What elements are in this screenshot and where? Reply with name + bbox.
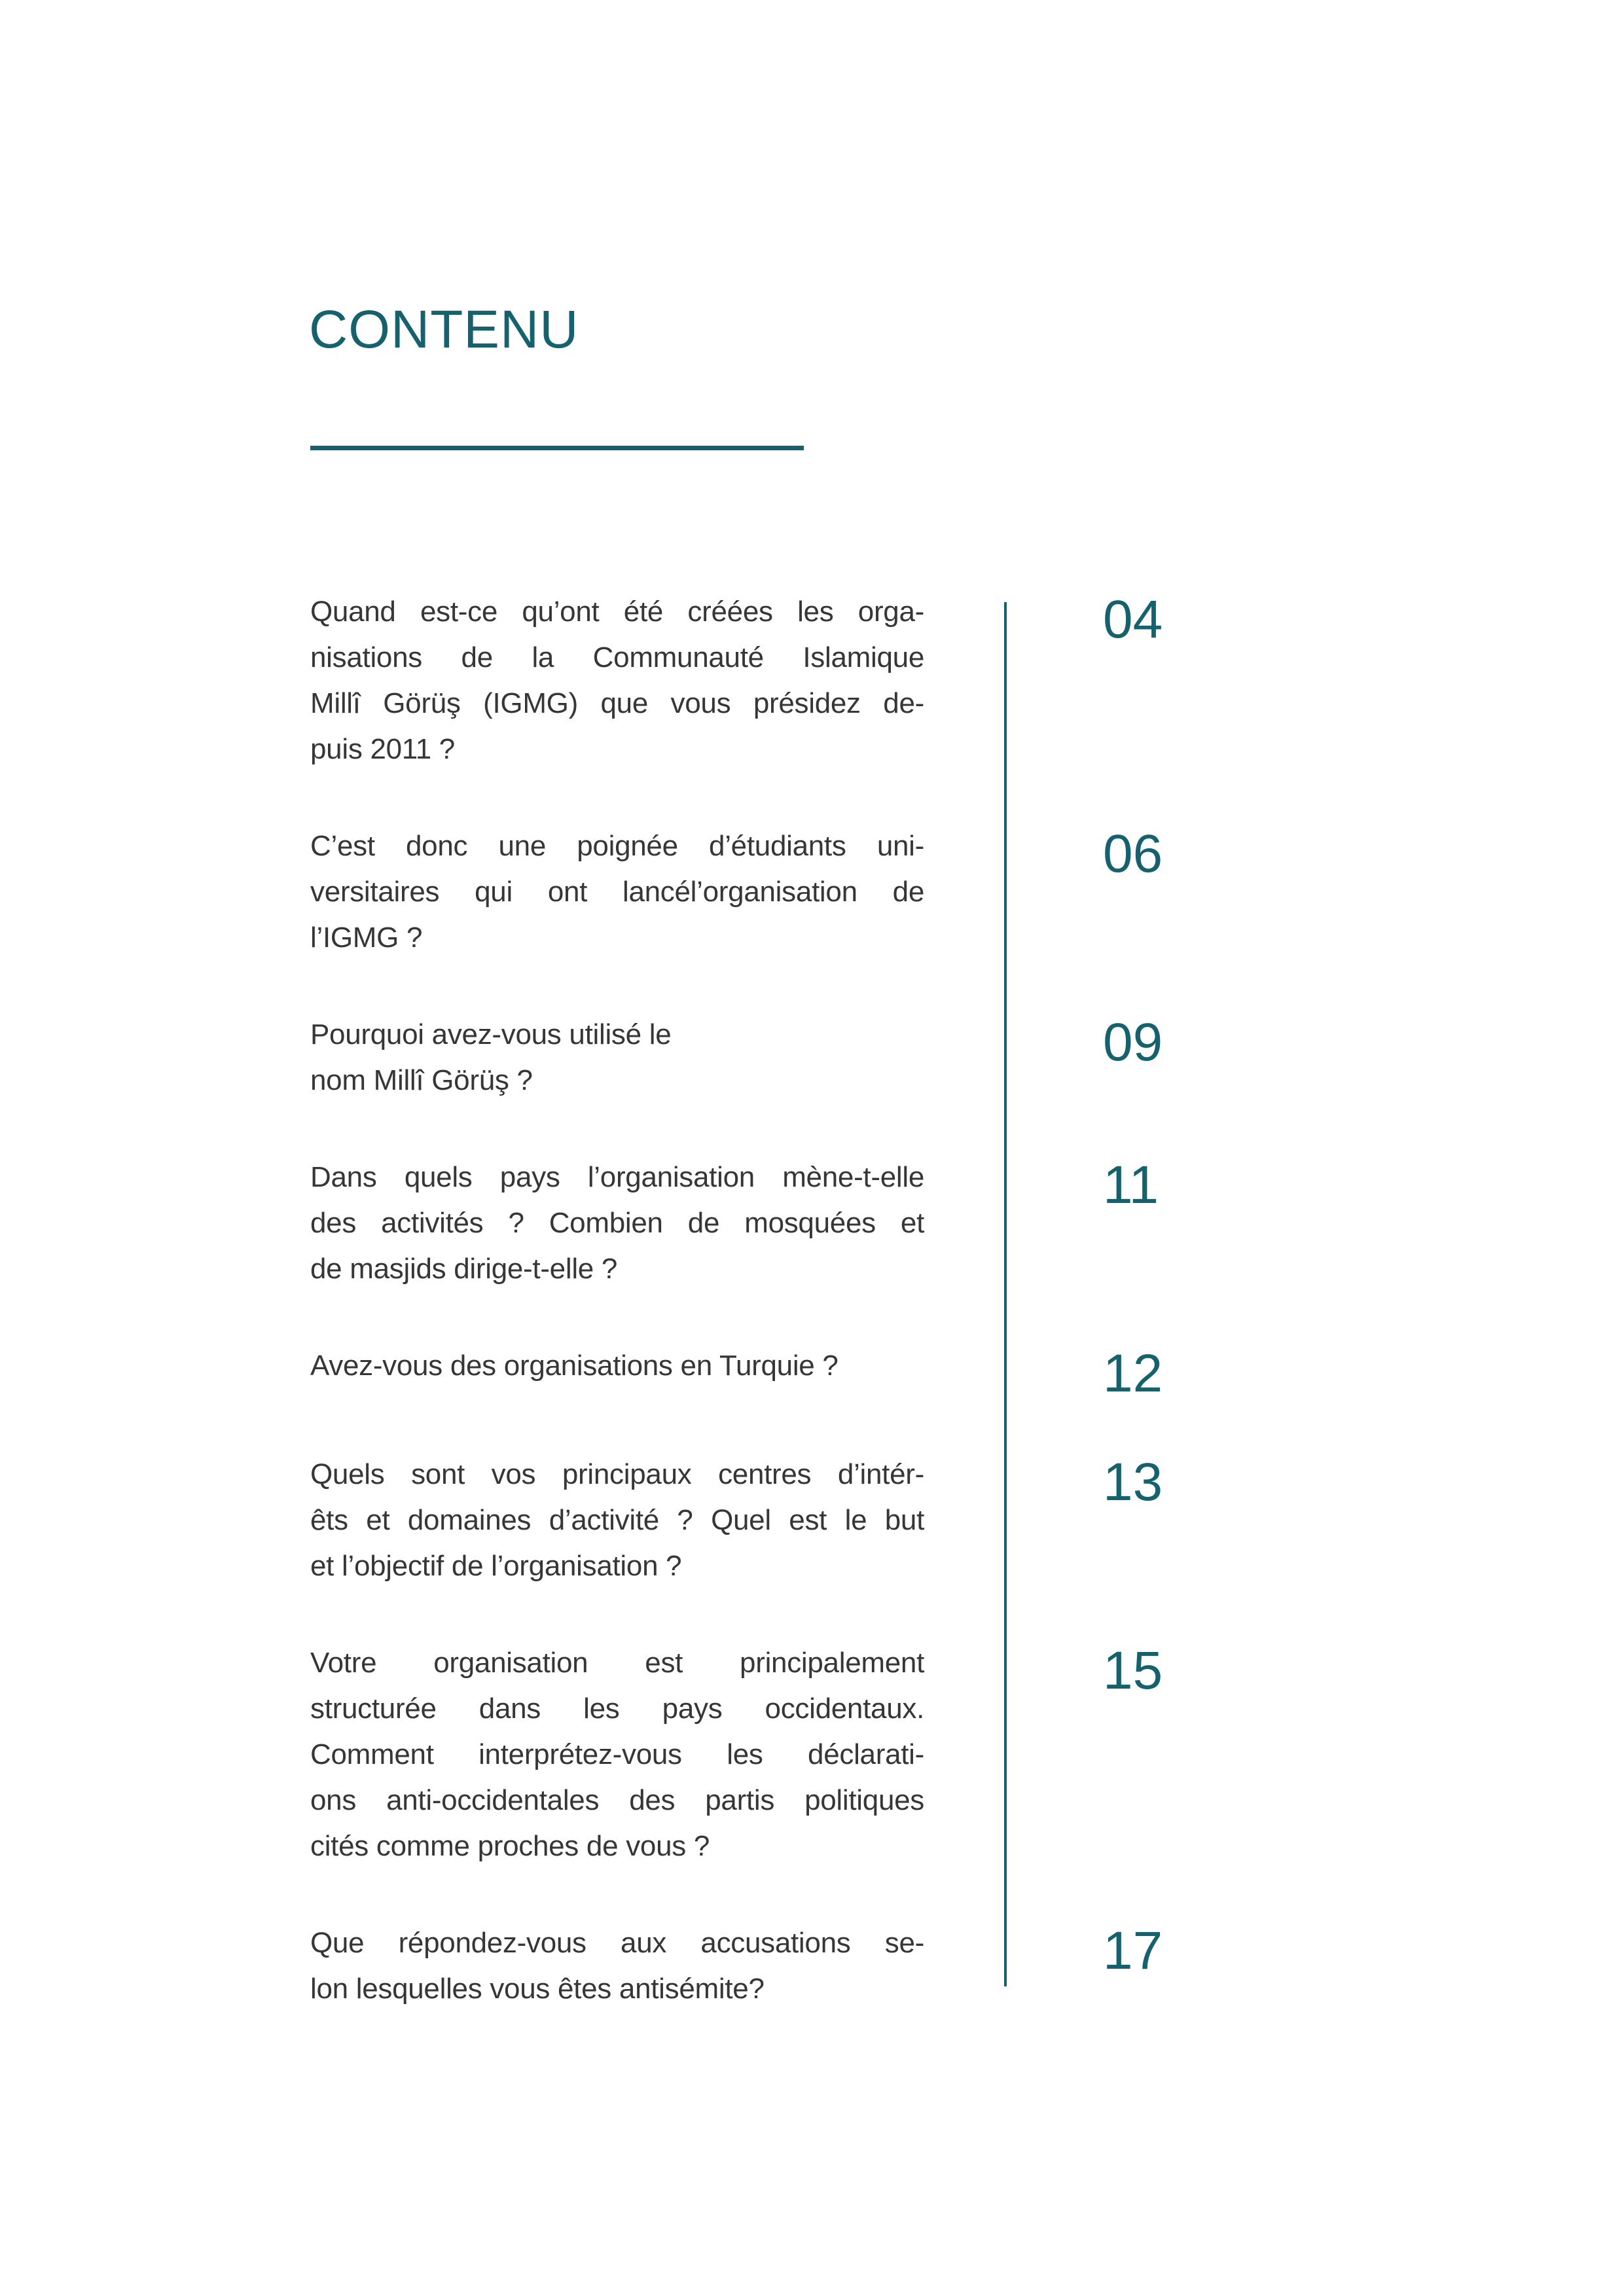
toc-row bbox=[310, 1343, 1423, 1401]
toc-question bbox=[310, 1452, 924, 1589]
toc-question-line: et l’objectif de l’organisation ? bbox=[310, 1550, 682, 1582]
toc-row bbox=[310, 1452, 1423, 1589]
toc-question-line: ons anti-occidentales des partis politiques bbox=[310, 1784, 924, 1816]
toc-question bbox=[310, 1343, 924, 1389]
toc-question-line: Votre organisation est principalement bbox=[310, 1647, 924, 1679]
toc-question-line: de masjids dirige-t-elle ? bbox=[310, 1253, 618, 1285]
toc-question bbox=[310, 1012, 924, 1103]
toc-page-number: 06 bbox=[1103, 824, 1163, 884]
page-title: CONTENU bbox=[309, 300, 579, 359]
toc-question bbox=[310, 1640, 924, 1869]
toc-question-line: êts et domaines d’activité ? Quel est le but bbox=[310, 1504, 924, 1536]
toc-row bbox=[310, 1012, 1423, 1103]
toc-question-line: versitaires qui ont lancél’organisation de bbox=[310, 876, 924, 908]
toc-page-number: 12 bbox=[1103, 1344, 1163, 1403]
toc-row bbox=[310, 1920, 1423, 2012]
toc-question-line: structurée dans les pays occidentaux. bbox=[310, 1693, 924, 1725]
toc-page-number: 17 bbox=[1103, 1921, 1163, 1981]
toc-page-number: 04 bbox=[1103, 590, 1163, 649]
toc-question-line: Pourquoi avez-vous utilisé le bbox=[310, 1018, 672, 1050]
toc-question-line: Comment interprétez-vous les déclarati- bbox=[310, 1738, 924, 1770]
toc-page-number: 11 bbox=[1103, 1155, 1159, 1215]
toc-list bbox=[310, 589, 1423, 2063]
toc-question bbox=[310, 823, 924, 961]
toc-question-line: Dans quels pays l’organisation mène-t-elle bbox=[310, 1161, 924, 1193]
toc-row bbox=[310, 589, 1423, 772]
toc-question bbox=[310, 1920, 924, 2012]
toc-question-line: Quand est-ce qu’ont été créées les orga- bbox=[310, 596, 924, 628]
toc-question-line: Que répondez-vous aux accusations se- bbox=[310, 1927, 924, 1959]
toc-page-number: 09 bbox=[1103, 1013, 1163, 1072]
toc-question-line: lon lesquelles vous êtes antisémite? bbox=[310, 1973, 765, 2005]
toc-question-line: puis 2011 ? bbox=[310, 733, 455, 765]
toc-row bbox=[310, 1155, 1423, 1292]
title-underline bbox=[310, 446, 804, 450]
toc-question-line: nom Millî Görüş ? bbox=[310, 1064, 533, 1096]
toc-page-number: 15 bbox=[1103, 1641, 1163, 1700]
toc-question-line: C’est donc une poignée d’étudiants uni- bbox=[310, 830, 924, 862]
toc-question-line: Quels sont vos principaux centres d’intér- bbox=[310, 1458, 924, 1490]
toc-row bbox=[310, 823, 1423, 961]
toc-question-line: l’IGMG ? bbox=[310, 922, 423, 954]
toc-question bbox=[310, 589, 924, 772]
toc-question bbox=[310, 1155, 924, 1292]
toc-question-line: cités comme proches de vous ? bbox=[310, 1830, 710, 1862]
toc-question-line: nisations de la Communauté Islamique bbox=[310, 641, 924, 673]
toc-question-line: des activités ? Combien de mosquées et bbox=[310, 1207, 924, 1239]
toc-question-line: Avez-vous des organisations en Turquie ? bbox=[310, 1350, 839, 1382]
toc-question-line: Millî Görüş (IGMG) que vous présidez de- bbox=[310, 687, 924, 719]
toc-page-number: 13 bbox=[1103, 1452, 1163, 1512]
toc-row bbox=[310, 1640, 1423, 1869]
